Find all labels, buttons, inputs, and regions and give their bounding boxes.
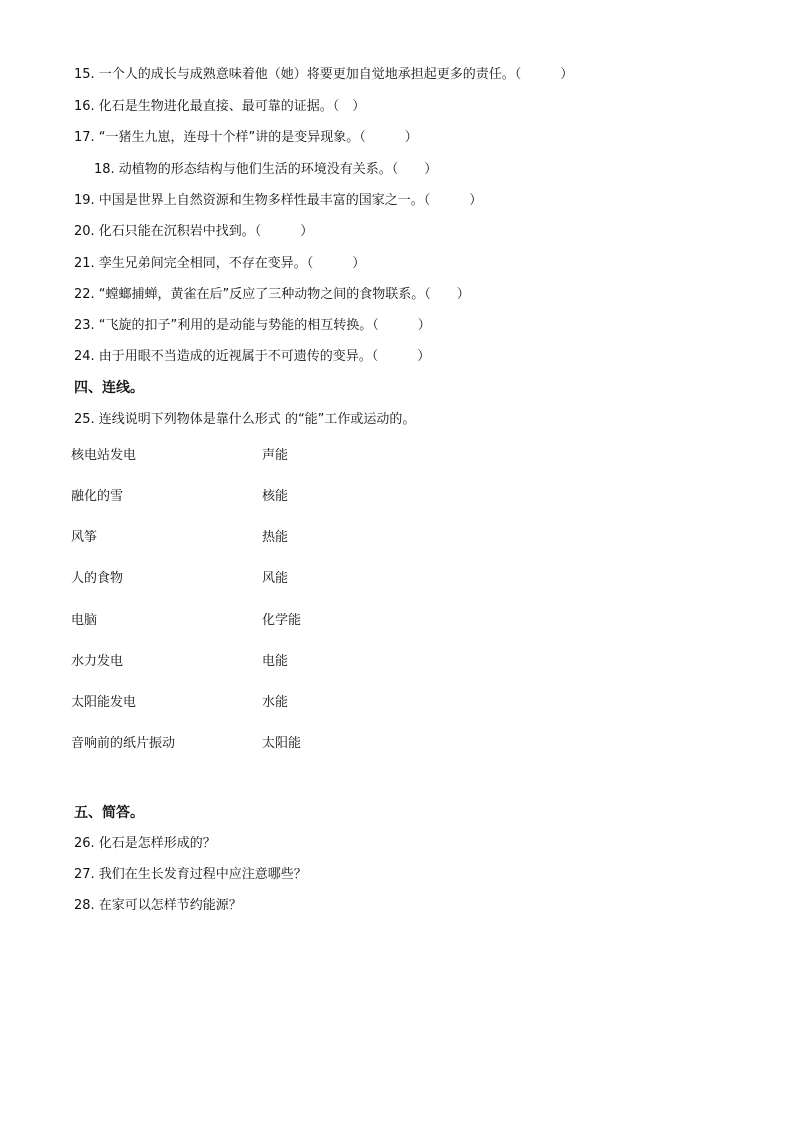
question-16: 16. 化石是生物进化最直接、最可靠的证据。（ ）	[74, 99, 366, 114]
match-right-item: 核能	[262, 489, 289, 504]
match-right-item: 化学能	[262, 613, 302, 628]
question-20: 20. 化石只能在沉积岩中找到。（ ）	[74, 224, 314, 239]
question-25: 25. 连线说明下列物体是靠什么形式 的“能”工作或运动的。	[74, 412, 416, 427]
question-22: 22. “螳螂捕蝉，黄雀在后”反应了三种动物之间的食物联系。（ ）	[74, 287, 470, 302]
match-right-item: 水能	[262, 695, 289, 710]
question-17: 17. “一猪生九崽，连母十个样”讲的是变异现象。（ ）	[74, 130, 418, 145]
question-15: 15. 一个人的成长与成熟意味着他（她）将要更加自觉地承担起更多的责任。（ ）	[74, 67, 574, 82]
question-19: 19. 中国是世界上自然资源和生物多样性最丰富的国家之一。（ ）	[74, 193, 483, 208]
match-left-item: 风筝	[71, 530, 98, 545]
match-left-item: 融化的雪	[71, 489, 124, 504]
section-4-heading: 四、连线。	[74, 380, 144, 396]
question-27: 27. 我们在生长发育过程中应注意哪些？	[74, 867, 307, 882]
match-left-item: 核电站发电	[71, 448, 137, 463]
match-right-item: 风能	[262, 571, 289, 586]
match-right-item: 声能	[262, 448, 289, 463]
match-left-item: 电脑	[71, 613, 98, 628]
match-left-item: 太阳能发电	[71, 695, 137, 710]
match-right-item: 热能	[262, 530, 289, 545]
question-21: 21. 孪生兄弟间完全相同，不存在变异。（ ）	[74, 256, 366, 271]
question-24: 24. 由于用眼不当造成的近视属于不可遗传的变异。（ ）	[74, 349, 431, 364]
question-26: 26. 化石是怎样形成的？	[74, 836, 216, 851]
match-left-item: 人的食物	[71, 571, 124, 586]
section-5-heading: 五、简答。	[74, 805, 144, 821]
match-right-item: 电能	[262, 654, 289, 669]
question-23: 23. “飞旋的扣子”利用的是动能与势能的相互转换。（ ）	[74, 318, 431, 333]
match-right-item: 太阳能	[262, 736, 302, 751]
match-left-item: 水力发电	[71, 654, 124, 669]
question-28: 28. 在家可以怎样节约能源？	[74, 898, 242, 913]
match-left-item: 音响前的纸片振动	[71, 736, 176, 751]
question-18: 18. 动植物的形态结构与他们生活的环境没有关系。（ ）	[94, 162, 438, 177]
